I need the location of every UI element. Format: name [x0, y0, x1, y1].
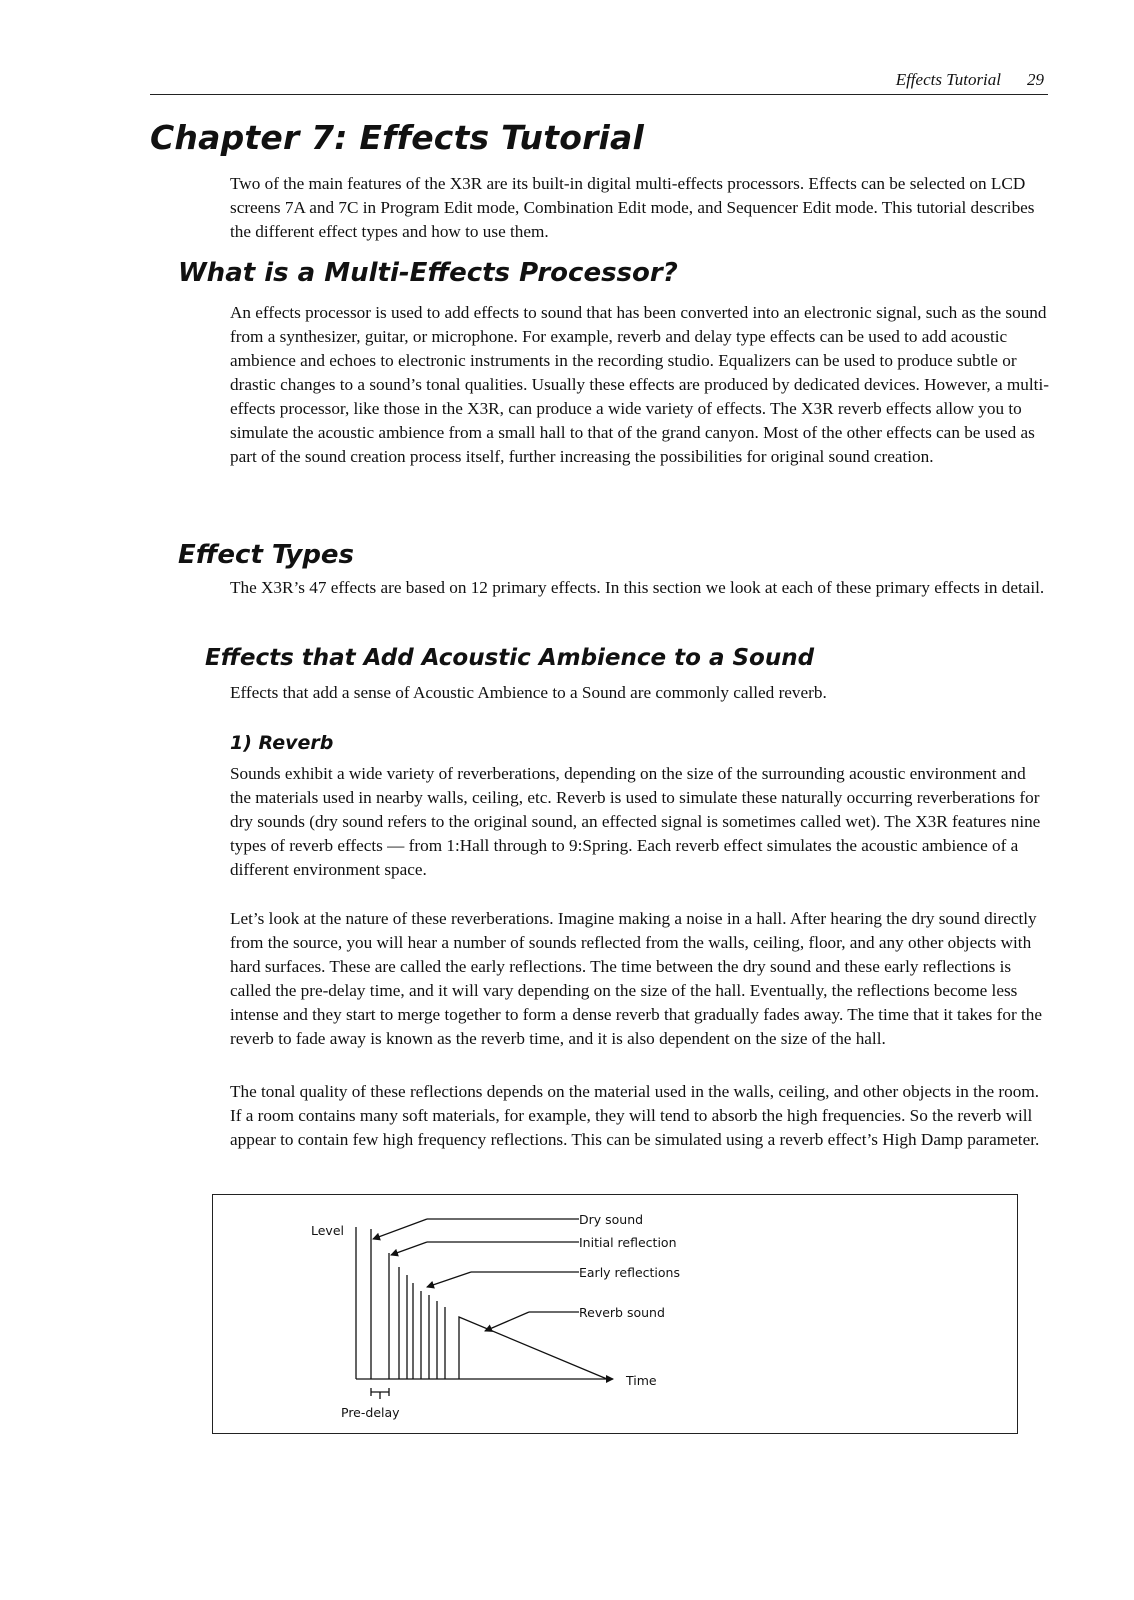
subsection-heading-ambience: Effects that Add Acoustic Ambience to a Sound: [205, 645, 815, 671]
reverb-decay: [459, 1317, 607, 1379]
initial-reflection-label: Initial reflection: [579, 1235, 677, 1250]
section-text-multi-effects: An effects processor is used to add effects to sound that has been converted into an electronic signal, such as the sound from a synthesizer, guitar, or microphone. For example, reverb and delay type effects can be used to add acoustic ambience and echoes to electronic instruments in the recording studio. Equalizers can be used to produce subtle or drastic changes to a sound’s tonal qualities. Usually these effects are produced by dedicated devices. However, a multi-effects processor, like those in the X3R, can produce a wide variety of effects. The X3R reverb effects allow you to simulate the acoustic ambience from a small hall to that of the grand canyon. Most of the other effects can be used as part of the sound creation process itself, further increasing the possibilities for original sound creation.: [230, 303, 1049, 466]
running-header: [150, 68, 1048, 95]
reverb-diagram: [212, 1194, 1018, 1434]
level-label: Level: [311, 1223, 344, 1238]
reverb-sound-label: Reverb sound: [579, 1305, 665, 1320]
header-text: [896, 70, 1044, 90]
chapter-title: Chapter 7: Effects Tutorial: [150, 118, 645, 157]
reverb-paragraph-1: Sounds exhibit a wide variety of reverberations, depending on the size of the surrounding acoustic environment and the materials used in nearby walls, ceiling, etc. Reverb is used to simulate these naturally occurring reverberations for dry sounds (dry sound refers to the original sound, an effected signal is sometimes called wet). The X3R features nine types of reverb effects — from 1:Hall through to 9:Spring. Each reverb effect simulates the acoustic ambience of a different environment space.: [230, 764, 1041, 879]
page-number: 29: [1027, 70, 1044, 89]
section-heading-multi-effects: What is a Multi-Effects Processor?: [178, 258, 678, 288]
time-label: Time: [626, 1373, 657, 1388]
header-section: Effects Tutorial: [895, 70, 1001, 89]
section-text-effect-types: The X3R’s 47 effects are based on 12 primary effects. In this section we look at each of these primary effects in detail.: [230, 578, 1045, 597]
subsection-text-ambience: Effects that add a sense of Acoustic Ambience to a Sound are commonly called reverb.: [230, 683, 827, 702]
pre-delay-label: Pre-delay: [341, 1405, 400, 1420]
reverb-heading: 1) Reverb: [230, 732, 334, 754]
reverb-paragraph-3: The tonal quality of these reflections depends on the material used in the walls, ceiling, and other objects in the room. If a room contains many soft materials, for example, they will tend to absorb the high frequencies. So the reverb will appear to contain few high frequency reflections. This can be simulated using a reverb effect’s High Damp parameter.: [230, 1082, 1040, 1149]
intro-paragraph: Two of the main features of the X3R are its built-in digital multi-effects processors. Effects can be selected on LCD screens 7A and 7C in Program Edit mode, Combination Edit mode, and Sequencer Edit mode. This tutorial describes the different effect types and how to use them.: [230, 174, 1035, 241]
dry-sound-label: Dry sound: [579, 1212, 644, 1227]
section-heading-effect-types: Effect Types: [178, 540, 355, 570]
reverb-paragraph-2: Let’s look at the nature of these reverberations. Imagine making a noise in a hall. After hearing the dry sound directly from the source, you will hear a number of sounds reflected from the walls, ceiling, floor, and any other objects with hard surfaces. These are called the early reflections. The time between the dry sound and these early reflections is called the pre-delay time, and it will vary depending on the size of the hall. Eventually, the reflections become less intense and they start to merge together to form a dense reverb that gradually fades away. The time that it takes for the reverb to fade away is known as the reverb time, and it is also dependent on the size of the hall.: [230, 909, 1042, 1048]
early-reflections-label: Early reflections: [579, 1265, 680, 1280]
